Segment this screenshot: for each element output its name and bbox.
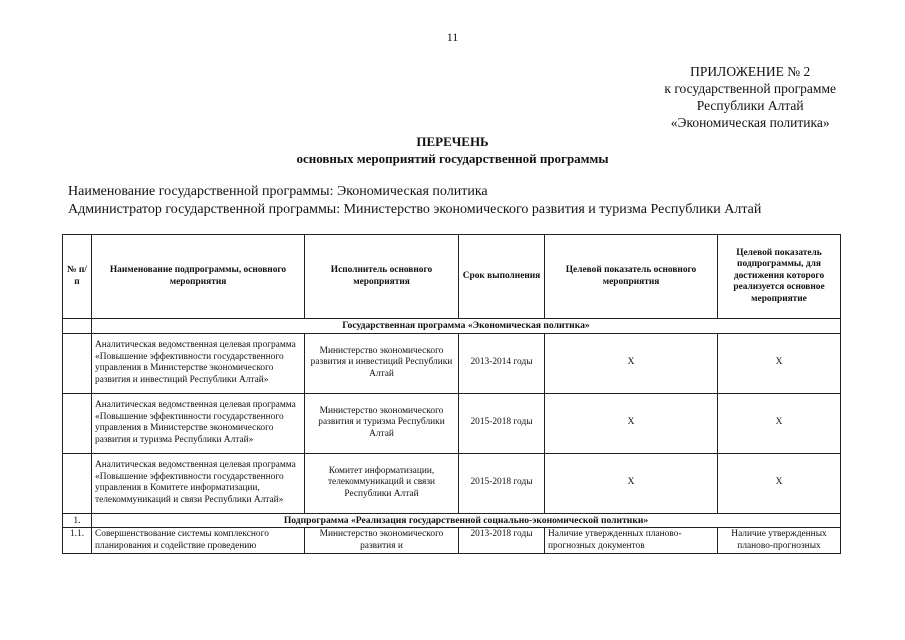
program-meta — [68, 183, 761, 219]
row-indicator: X — [545, 393, 718, 453]
section-number-cell — [63, 319, 92, 334]
row-term: 2013-2014 годы — [459, 333, 545, 393]
row-sub-indicator: X — [718, 333, 841, 393]
header-number: № п/п — [63, 235, 92, 319]
title-line-2: основных мероприятий государственной программы — [296, 151, 609, 166]
row-name: Аналитическая ведомственная целевая программа «Повышение эффективности государственного управления в Комитете информатизации, телекоммуникаций и связи Республики Алтай» — [92, 453, 305, 513]
header-term: Срок выполнения — [459, 235, 545, 319]
section-title: Подпрограмма «Реализация государственной социально-экономической политики» — [92, 513, 841, 528]
header-sub-indicator: Целевой показатель подпрограммы, для достижения которого реализуется основное мероприятие — [718, 235, 841, 319]
table-row — [63, 333, 841, 393]
page-number: 11 — [446, 30, 459, 44]
table-header-row — [63, 235, 841, 319]
row-number: 1.1. — [63, 528, 92, 554]
row-indicator: X — [545, 333, 718, 393]
row-executor: Министерство экономического развития и инвестиций Республики Алтай — [305, 333, 459, 393]
table-row — [63, 528, 841, 554]
row-name: Аналитическая ведомственная целевая программа «Повышение эффективности государственного управления в Министерстве экономического развития и инвестиций Республики Алтай» — [92, 333, 305, 393]
section-title: Государственная программа «Экономическая политика» — [92, 319, 841, 334]
row-number — [63, 393, 92, 453]
row-sub-indicator: X — [718, 453, 841, 513]
row-term: 2015-2018 годы — [459, 393, 545, 453]
row-name: Аналитическая ведомственная целевая программа «Повышение эффективности государственного управления в Министерстве экономического развития и туризма Республики Алтай» — [92, 393, 305, 453]
header-executor: Исполнитель основного мероприятия — [305, 235, 459, 319]
row-executor: Министерство экономического развития и — [305, 528, 459, 554]
appendix-line-2: к государственной программе — [664, 81, 836, 96]
appendix-line-3: Республики Алтай — [696, 98, 804, 113]
header-indicator: Целевой показатель основного мероприятия — [545, 235, 718, 319]
program-name: Наименование государственной программы: Экономическая политика — [68, 184, 488, 199]
appendix-block — [664, 63, 836, 131]
row-number — [63, 333, 92, 393]
row-indicator: Наличие утвержденных планово-прогнозных документов — [545, 528, 718, 554]
section-number: 1. — [63, 513, 92, 528]
row-name: Совершенствование системы комплексного планирования и содействие проведению — [92, 528, 305, 554]
section-row-program — [63, 319, 841, 334]
program-administrator: Администратор государственной программы: Министерство экономического развития и туризма Республики Алтай — [68, 202, 762, 217]
header-name: Наименование подпрограммы, основного мероприятия — [92, 235, 305, 319]
row-sub-indicator: X — [718, 393, 841, 453]
appendix-line-4: «Экономическая политика» — [670, 115, 830, 130]
row-executor: Комитет информатизации, телекоммуникаций и связи Республики Алтай — [305, 453, 459, 513]
table-row — [63, 453, 841, 513]
document-title — [0, 133, 905, 167]
row-sub-indicator: Наличие утвержденных планово-прогнозных — [718, 528, 841, 554]
row-executor: Министерство экономического развития и туризма Республики Алтай — [305, 393, 459, 453]
appendix-line-1: ПРИЛОЖЕНИЕ № 2 — [690, 64, 811, 79]
table-row — [63, 393, 841, 453]
activities-table — [62, 234, 841, 554]
row-number — [63, 453, 92, 513]
section-row-subprogram — [63, 513, 841, 528]
row-term: 2013-2018 годы — [459, 528, 545, 554]
title-line-1: ПЕРЕЧЕНЬ — [416, 134, 489, 149]
row-term: 2015-2018 годы — [459, 453, 545, 513]
row-indicator: X — [545, 453, 718, 513]
